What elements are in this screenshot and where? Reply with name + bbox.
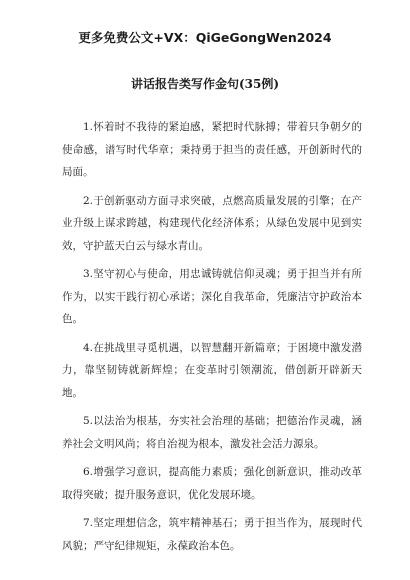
paragraph-1: 1.怀着时不我待的紧迫感，紧把时代脉搏；带着只争朝夕的使命感，谱写时代华章；秉持勇于担当的责任感，开创新时代的局面。 [62,121,362,178]
document-body [62,116,362,563]
promo-header: 更多免费公文+VX：QiGeGongWen2024 [78,30,332,45]
paragraph-2: 2.于创新驱动方面寻求突破，点燃高质量发展的引擎；在产业升级上谋求跨越，构建现代化经济体系；从绿色发展中见到实效，守护蓝天白云与绿水青山。 [62,194,362,252]
paragraph-6: 6.增强学习意识，提高能力素质；强化创新意识，推动改革取得突破；提升服务意识，优化发展环境。 [62,466,362,501]
paragraph-3: 3.坚守初心与使命，用忠诚铸就信仰灵魂；勇于担当并有所作为，以实干践行初心承诺；深化自我革命，凭廉洁守护政治本色。 [62,268,362,325]
paragraph-7: 7.坚定理想信念，筑牢精神基石；勇于担当作为，展现时代风貌；严守纪律规矩，永葆政治本色。 [62,517,362,552]
paragraph-4: 4.在挑战里寻觅机遇，以智慧翻开新篇章；于困境中激发潜力，靠坚韧铸就新辉煌；在变革时引领潮流，借创新开辟新天地。 [62,341,362,399]
document-title: 讲话报告类写作金句(35例) [130,77,280,91]
paragraph-5: 5.以法治为根基，夯实社会治理的基础；把德治作灵魂，涵养社会文明风尚；将自治视为根本，激发社会活力源泉。 [62,415,362,450]
